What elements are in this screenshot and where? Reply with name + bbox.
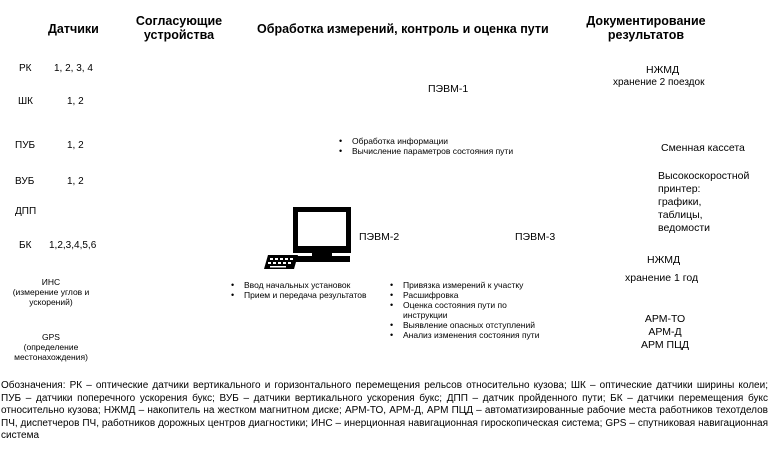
sensor-code-shk: ШК [18, 96, 33, 107]
nzhmd-year-label: НЖМД [647, 254, 681, 266]
pevm3-task: • Выявление опасных отступлений [387, 320, 542, 330]
pevm2-label: ПЭВМ-2 [359, 231, 400, 243]
pevm2-task: • Ввод начальных установок [228, 280, 378, 290]
printer-label: Высокоскоростной принтер: графики, таблицы, ведомости [658, 170, 750, 234]
computer-icon [262, 207, 354, 271]
pevm1-task: • Вычисление параметров состояния пути [336, 146, 540, 156]
sensor-code-bk: БК [19, 240, 32, 251]
sensor-channels-bk: 1,2,3,4,5,6 [49, 240, 97, 251]
pevm3-task: • Расшифровка [387, 290, 542, 300]
pevm3-task-list [387, 280, 542, 340]
ins-label: ИНС (измерение углов и ускорений) [12, 277, 90, 307]
pevm2-task: • Прием и передача результатов [228, 290, 378, 300]
header-sensors: Датчики [48, 22, 99, 36]
header-devices: Согласующие устройства [135, 14, 223, 42]
pevm3-task: • Анализ изменения состояния пути [387, 330, 548, 340]
sensor-code-rk: РК [19, 63, 32, 74]
pevm3-label: ПЭВМ-3 [515, 231, 556, 243]
sensor-channels-rk: 1, 2, 3, 4 [54, 63, 93, 74]
header-processing: Обработка измерений, контроль и оценка пути [257, 22, 549, 36]
pevm1-label: ПЭВМ-1 [428, 83, 469, 95]
pevm2-task-list [228, 280, 378, 300]
sensor-code-pub: ПУБ [15, 140, 36, 151]
sensor-channels-vub: 1, 2 [67, 176, 84, 187]
sensor-channels-shk: 1, 2 [67, 96, 84, 107]
nzhmd-year-note: хранение 1 год [625, 272, 699, 284]
pevm1-task-list [336, 136, 540, 156]
nzhmd-trip-label: НЖМД [646, 64, 680, 76]
arm-label: АРМ-ТО АРМ-Д АРМ ПЦД [641, 313, 689, 351]
nzhmd-trip-note: хранение 2 поездок [613, 77, 705, 88]
header-docs: Документирование результатов [586, 14, 706, 42]
legend-text: Обозначения: РК – оптические датчики вертикального и горизонтального перемещения рельсов относительно кузова; ШК – оптические датчики ширины колеи; ПУБ – датчики поперечного ускорения букс; ВУБ – датчики вертикального ускорения букс; ДПП – датчик пройденного пути; БК – датчики перемещения букс относительно кузова; НЖМД – накопитель на жестком магнитном диске; АРМ-ТО, АРМ-Д, АРМ ПЦД – автоматизированные рабочие места работников техотделов ПЧ, диспетчеров ПЧ, работников дорожных центров диагностики; ИНС – инерционная навигационная гироскопическая система; GPS – спутниковая навигационная система [1, 380, 768, 442]
pevm1-task: • Обработка информации [336, 136, 540, 146]
sensor-code-vub: ВУБ [15, 176, 35, 187]
cassette-label: Сменная кассета [661, 142, 745, 154]
pevm3-task: • Привязка измерений к участку [387, 280, 542, 290]
gps-label: GPS (определение местонахождения) [14, 332, 88, 362]
sensor-channels-pub: 1, 2 [67, 140, 84, 151]
pevm3-task: • Оценка состояния пути по инструкции [387, 300, 515, 320]
sensor-code-dpp: ДПП [15, 206, 37, 217]
